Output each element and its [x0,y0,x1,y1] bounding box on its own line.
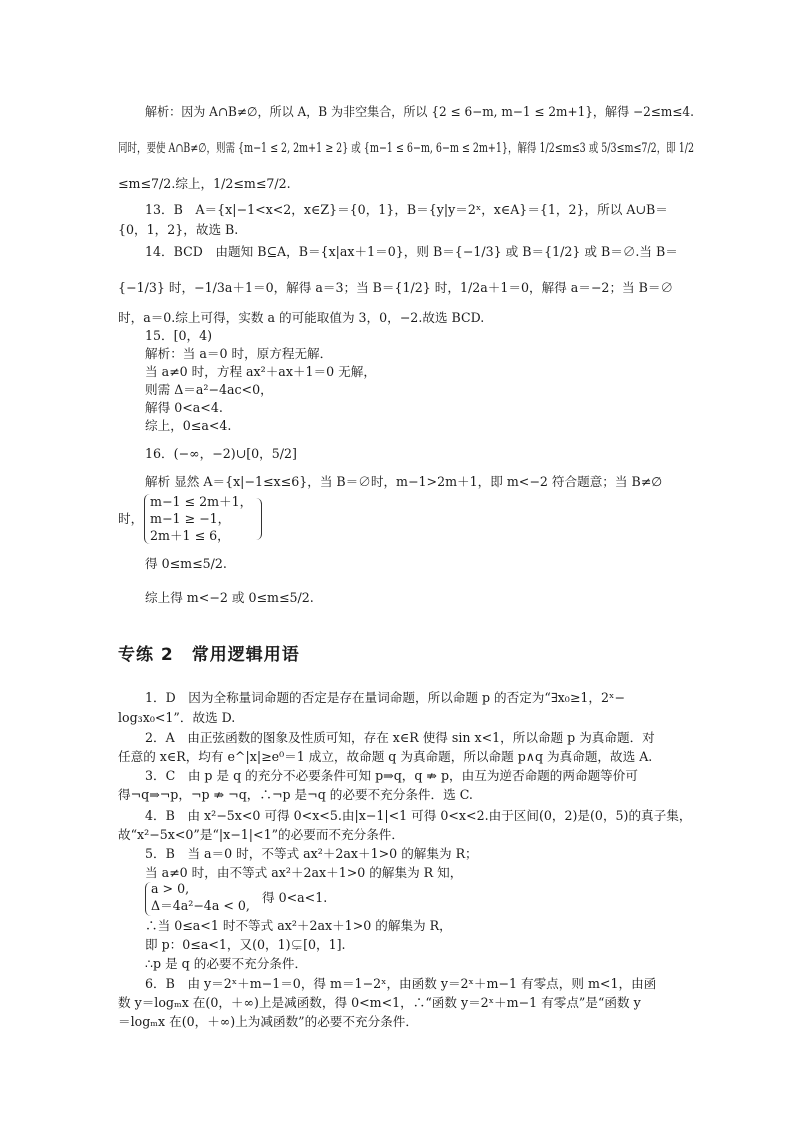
answer-14-line-1: 14．BCD 由题知 B⊆A，B＝{x|ax＋1＝0}，则 B＝{−1/3} 或 B＝{1/2} 或 B＝∅.当 B＝ [145,244,678,259]
answer-6-line-3: ＝logₘx 在(0，＋∞)上为减函数”的必要不充分条件． [118,1014,418,1029]
answer-5-line-3: ∴当 0≤a<1 时不等式 ax²＋2ax＋1>0 的解集为 R， [145,918,452,933]
answer-15-line-1: 15．[0，4) [145,328,213,343]
answer-5-system-row-1: a > 0, [151,881,190,896]
answer-14-line-2: {−1/3} 时，−1/3a＋1＝0，解得 a＝3；当 B＝{1/2} 时，1/2a＋1＝0，解得 a＝−2；当 B＝∅ [118,280,674,295]
answer-15-line-4: 则需 Δ＝a²−4ac<0， [145,382,273,397]
answer-5-line-5: ∴p 是 q 的必要不充分条件． [145,956,308,971]
answer-5-line-1: 5．B 当 a＝0 时，不等式 ax²＋2ax＋1>0 的解集为 R； [145,846,478,861]
answer-3-line-2: 得¬q⇒¬p，¬p ⇏ ¬q，∴¬p 是¬q 的必要不充分条件．选 C. [118,787,473,802]
answer-1-line-1: 1．D 因为全称量词命题的否定是存在量词命题，所以命题 p 的否定为“∃x₀≥1，2ˣ− [145,690,625,705]
answer-13-line-1: 13．B A＝{x|−1<x<2，x∈Z}＝{0，1}，B＝{y|y＝2ˣ，x∈A}＝{1，2}，所以 A∪B＝ [145,202,668,217]
answer-16-line-2: 解析 显然 A＝{x|−1≤x≤6}，当 B＝∅时，m−1>2m＋1，即 m<−2 符合题意；当 B≠∅ [145,474,663,489]
answer-15-line-2: 解析：当 a＝0 时，原方程无解． [145,346,333,361]
answer-5-system-result: 得 0<a<1. [262,890,328,905]
answer-13-line-2: {0，1，2}，故选 B. [118,222,239,237]
answer-5-system-row-2: Δ＝4a²−4a < 0, [151,898,250,913]
answer-6-line-1: 6．B 由 y＝2ˣ＋m−1＝0，得 m＝1−2ˣ，由函数 y＝2ˣ＋m−1 有零点，则 m<1，由函 [145,976,657,991]
answer-6-line-2: 数 y＝logₘx 在(0，＋∞)上是减函数，得 0<m<1，∴“函数 y＝2ˣ＋m−1 有零点”是“函数 y [118,995,641,1010]
answer-1-line-2: log₃x₀<1”．故选 D. [118,710,236,725]
answer-5-line-4: 即 p：0≤a<1，又(0，1)⊊[0，1]. [145,937,346,952]
answer-5-line-2: 当 a≠0 时，由不等式 ax²＋2ax＋1>0 的解集为 R 知， [145,865,463,880]
answer-4-line-1: 4．B 由 x²−5x<0 可得 0<x<5.由|x−1|<1 可得 0<x<2.由于区间(0，2)是(0，5)的真子集， [145,808,692,823]
system-right-bracket [256,498,262,540]
answer-14-line-3: 时，a＝0.综上可得，实数 a 的可能取值为 3，0，−2.故选 BCD. [118,310,485,325]
answer-16-line-1: 16．(−∞，−2)∪[0，5/2] [145,446,297,461]
answer-15-line-6: 综上，0≤a<4. [145,418,232,433]
answer-2-line-1: 2．A 由正弦函数的图象及性质可知，存在 x∈R 使得 sin x<1，所以命题 p 为真命题．对 [145,730,655,745]
answer-16-system-row-2: m−1 ≥ −1， [150,511,231,526]
answer-12-line-1: 解析：因为 A∩B≠∅，所以 A，B 为非空集合，所以 {2 ≤ 6−m, m−1 ≤ 2m+1}，解得 −2≤m≤4. [145,104,694,119]
answer-16-line-5: 综上得 m<−2 或 0≤m≤5/2. [145,590,314,605]
answer-16-when-label: 时， [118,511,144,526]
answer-3-line-1: 3．C 由 p 是 q 的充分不必要条件可知 p⇒q，q ⇏ p，由互为逆否命题的两命题等价可 [145,768,638,783]
answer-2-line-2: 任意的 x∈R，均有 e^|x|≥e⁰＝1 成立，故命题 q 为真命题，所以命题 p∧q 为真命题，故选 A. [118,749,653,764]
answer-16-system-row-3: 2m＋1 ≤ 6， [150,528,230,543]
answer-16-system-row-1: m−1 ≤ 2m＋1， [150,494,253,509]
answer-12-line-3: ≤m≤7/2.综上，1/2≤m≤7/2. [118,176,291,191]
answer-16-line-4: 得 0≤m≤5/2. [145,556,227,571]
answer-4-line-2: 故“x²−5x<0”是“|x−1|<1”的必要而不充分条件． [118,827,404,842]
answer-12-line-2: 同时，要使 A∩B≠∅，则需 {m−1 ≤ 2, 2m+1 ≥ 2} 或 {m−1 ≤ 6−m, 6−m ≤ 2m+1}，解得 1/2≤m≤3 或 5/3≤m≤7/2，即 1/2 [118,140,694,155]
section-heading: 专练 2 常用逻辑用语 [118,645,300,665]
answer-15-line-3: 当 a≠0 时，方程 ax²＋ax＋1＝0 无解， [145,364,376,379]
answer-15-line-5: 解得 0<a<4. [145,400,223,415]
